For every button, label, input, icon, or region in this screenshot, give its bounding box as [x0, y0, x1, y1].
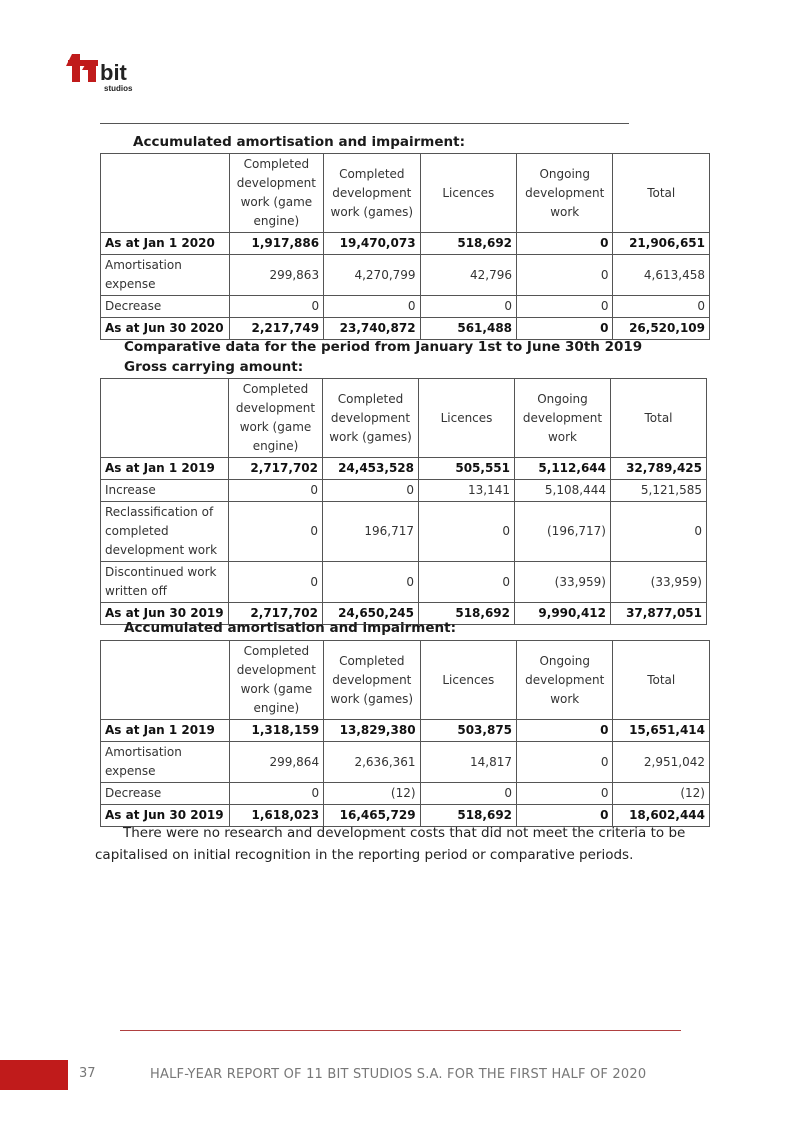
row-label: Reclassification of completed development work: [101, 502, 229, 562]
table-cell: 0: [420, 783, 516, 805]
table-cell: 23,740,872: [324, 318, 420, 340]
column-header: Completed development work (game engine): [229, 641, 323, 720]
table-row: [101, 255, 710, 296]
row-label: Discontinued work written off: [101, 562, 229, 603]
row-label: Decrease: [101, 296, 230, 318]
table-cell: 196,717: [323, 502, 419, 562]
table-cell: 0: [517, 233, 613, 255]
table-cell: 1,917,886: [229, 233, 323, 255]
table-cell: 2,951,042: [613, 742, 710, 783]
table-row: [101, 458, 707, 480]
table-cell: 16,465,729: [324, 805, 420, 827]
table-cell: 18,602,444: [613, 805, 710, 827]
table-cell: 0: [229, 296, 323, 318]
table-cell: 2,717,702: [229, 458, 323, 480]
footer-divider: [120, 1030, 681, 1031]
table-cell: 0: [229, 562, 323, 603]
company-logo: [66, 48, 156, 94]
table-cell: 0: [229, 480, 323, 502]
table-cell: (33,959): [611, 562, 707, 603]
column-header: [101, 641, 230, 720]
row-label: As at Jan 1 2020: [101, 233, 230, 255]
row-label: As at Jan 1 2019: [101, 458, 229, 480]
row-label: Decrease: [101, 783, 230, 805]
column-header: Total: [613, 154, 710, 233]
column-header: Total: [611, 379, 707, 458]
header-divider: [100, 123, 629, 124]
table-row: [101, 742, 710, 783]
row-label: As at Jan 1 2019: [101, 720, 230, 742]
table-cell: 13,141: [419, 480, 515, 502]
column-header: Ongoing development work: [515, 379, 611, 458]
table-cell: 42,796: [420, 255, 516, 296]
table-cell: (33,959): [515, 562, 611, 603]
section-heading-amortisation-2020: Accumulated amortisation and impairment:: [133, 134, 465, 150]
table-cell: 21,906,651: [613, 233, 710, 255]
footer-accent-block: [0, 1060, 68, 1090]
table-cell: (196,717): [515, 502, 611, 562]
table-cell: (12): [324, 783, 420, 805]
column-header: Licences: [420, 154, 516, 233]
table-cell: 4,270,799: [324, 255, 420, 296]
table-row: [101, 783, 710, 805]
column-header: [101, 379, 229, 458]
footer-title: HALF-YEAR REPORT OF 11 BIT STUDIOS S.A. FOR THE FIRST HALF OF 2020: [150, 1067, 647, 1082]
table-cell: 0: [517, 783, 613, 805]
table-cell: 299,864: [229, 742, 323, 783]
table-cell: 5,121,585: [611, 480, 707, 502]
table-cell: 561,488: [420, 318, 516, 340]
table-cell: 24,453,528: [323, 458, 419, 480]
table-cell: 0: [419, 502, 515, 562]
table-cell: 32,789,425: [611, 458, 707, 480]
row-label: Increase: [101, 480, 229, 502]
table-row: [101, 502, 707, 562]
row-label: As at Jun 30 2019: [101, 603, 229, 625]
table-cell: 0: [420, 296, 516, 318]
table-cell: 4,613,458: [613, 255, 710, 296]
svg-text:bit: bit: [100, 60, 127, 85]
column-header: Completed development work (game engine): [229, 379, 323, 458]
table-cell: 13,829,380: [324, 720, 420, 742]
table-row: [101, 318, 710, 340]
table-cell: 0: [517, 318, 613, 340]
svg-text:studios: studios: [104, 84, 133, 93]
table-cell: 0: [419, 562, 515, 603]
table-cell: 19,470,073: [324, 233, 420, 255]
table-row: [101, 562, 707, 603]
table-cell: 2,217,749: [229, 318, 323, 340]
table-cell: 503,875: [420, 720, 516, 742]
comparative-period-heading: Comparative data for the period from January 1st to June 30th 2019: [124, 339, 643, 355]
column-header: Total: [613, 641, 710, 720]
row-label: As at Jun 30 2020: [101, 318, 230, 340]
table-cell: 37,877,051: [611, 603, 707, 625]
amortisation-table-2019: [100, 640, 710, 827]
row-label: Amortisation expense: [101, 742, 230, 783]
table-cell: 1,318,159: [229, 720, 323, 742]
table-cell: 2,717,702: [229, 603, 323, 625]
row-label: As at Jun 30 2019: [101, 805, 230, 827]
column-header: Licences: [420, 641, 516, 720]
column-header: Completed development work (games): [323, 379, 419, 458]
table-cell: 0: [229, 783, 323, 805]
table-cell: 14,817: [420, 742, 516, 783]
table-cell: 0: [613, 296, 710, 318]
table-cell: 24,650,245: [323, 603, 419, 625]
table-cell: 0: [517, 255, 613, 296]
table-cell: 518,692: [420, 805, 516, 827]
table-cell: 0: [517, 720, 613, 742]
column-header: Completed development work (game engine): [229, 154, 323, 233]
row-label: Amortisation expense: [101, 255, 230, 296]
column-header: Ongoing development work: [517, 154, 613, 233]
table-cell: 299,863: [229, 255, 323, 296]
table-row: [101, 720, 710, 742]
table-cell: 0: [517, 742, 613, 783]
section-heading-amortisation-2019: Accumulated amortisation and impairment:: [124, 620, 456, 636]
table-header-row: [101, 154, 710, 233]
table-cell: 9,990,412: [515, 603, 611, 625]
column-header: Ongoing development work: [517, 641, 613, 720]
table-cell: 0: [611, 502, 707, 562]
section-heading-gross-2019: Gross carrying amount:: [124, 359, 304, 375]
table-cell: 5,112,644: [515, 458, 611, 480]
table-cell: 505,551: [419, 458, 515, 480]
table-cell: 518,692: [420, 233, 516, 255]
column-header: Completed development work (games): [324, 641, 420, 720]
rd-costs-paragraph: There were no research and development costs that did not meet the criteria to be capitalised on initial recognition in the reporting period or comparative periods.: [95, 825, 686, 863]
column-header: [101, 154, 230, 233]
table-cell: 0: [517, 805, 613, 827]
gross-carrying-table-2019: [100, 378, 707, 625]
page-number: 37: [79, 1066, 96, 1081]
table-cell: 0: [517, 296, 613, 318]
table-cell: 5,108,444: [515, 480, 611, 502]
table-cell: 1,618,023: [229, 805, 323, 827]
table-row: [101, 296, 710, 318]
column-header: Licences: [419, 379, 515, 458]
table-cell: 2,636,361: [324, 742, 420, 783]
table-cell: 15,651,414: [613, 720, 710, 742]
table-row: [101, 233, 710, 255]
table-cell: 0: [229, 502, 323, 562]
table-header-row: [101, 379, 707, 458]
amortisation-table-2020: [100, 153, 710, 340]
column-header: Completed development work (games): [324, 154, 420, 233]
table-cell: (12): [613, 783, 710, 805]
table-row: [101, 480, 707, 502]
table-cell: 0: [323, 562, 419, 603]
table-cell: 26,520,109: [613, 318, 710, 340]
table-cell: 0: [323, 480, 419, 502]
table-cell: 0: [324, 296, 420, 318]
table-cell: 518,692: [419, 603, 515, 625]
table-header-row: [101, 641, 710, 720]
